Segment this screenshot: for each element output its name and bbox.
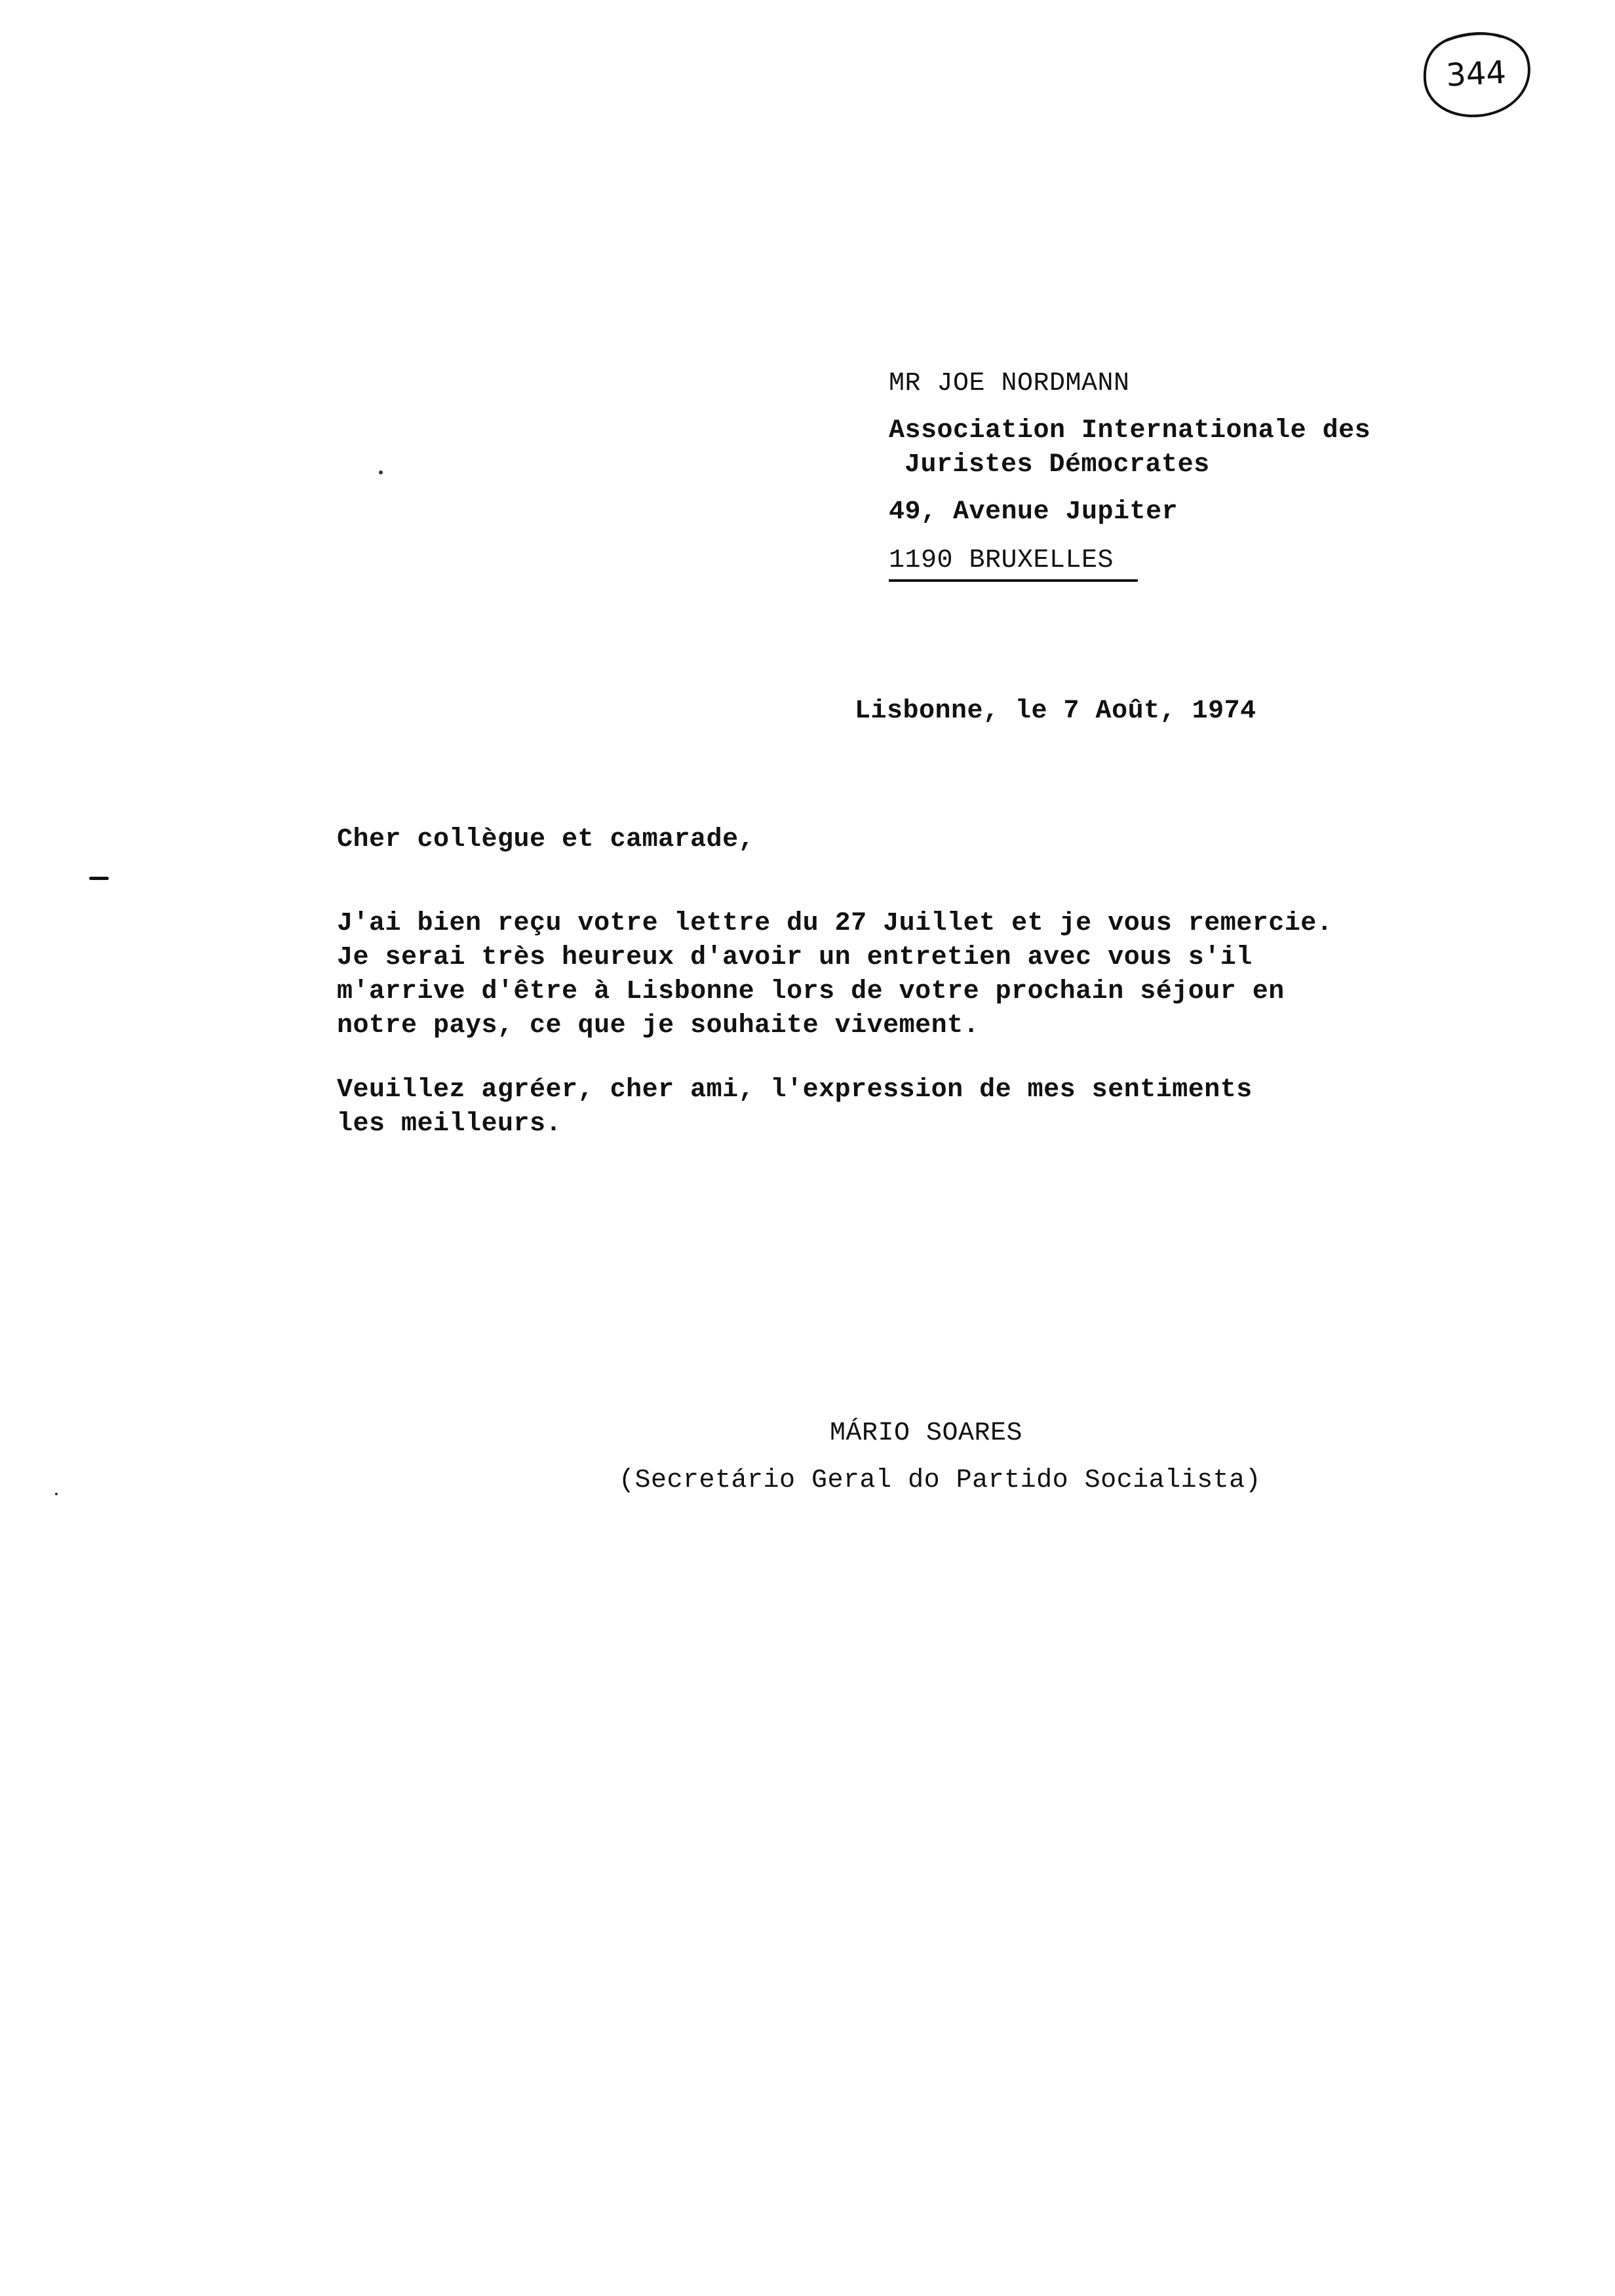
signer-title: (Secretário Geral do Partido Socialista) (619, 1466, 1262, 1495)
recipient-street: 49, Avenue Jupiter (889, 497, 1178, 527)
date-line: Lisbonne, le 7 Août, 1974 (855, 697, 1256, 726)
page-number-stamp (1420, 26, 1532, 122)
closing-line: Veuillez agréer, cher ami, l'expression de mes sentiments (337, 1075, 1253, 1105)
city-underline (889, 579, 1138, 582)
page-number: 344 (1445, 54, 1508, 94)
body-line: Je serai très heureux d'avoir un entretien avec vous s'il (337, 943, 1253, 972)
scan-speck (379, 470, 383, 474)
recipient-organization-line1: Association Internationale des (889, 416, 1371, 446)
body-line: m'arrive d'être à Lisbonne lors de votre prochain séjour en (337, 977, 1285, 1006)
body-line: notre pays, ce que je souhaite vivement. (337, 1011, 980, 1041)
closing-line: les meilleurs. (337, 1109, 562, 1139)
salutation: Cher collègue et camarade, (337, 825, 755, 854)
recipient-city: 1190 BRUXELLES (889, 546, 1114, 575)
scan-mark (89, 877, 109, 880)
recipient-name: MR JOE NORDMANN (889, 369, 1130, 398)
recipient-organization-line2: Juristes Démocrates (905, 450, 1210, 480)
body-line: J'ai bien reçu votre lettre du 27 Juillet et je vous remercie. (337, 909, 1333, 938)
signer-name: MÁRIO SOARES (830, 1419, 1023, 1448)
scan-speck (55, 1493, 58, 1495)
